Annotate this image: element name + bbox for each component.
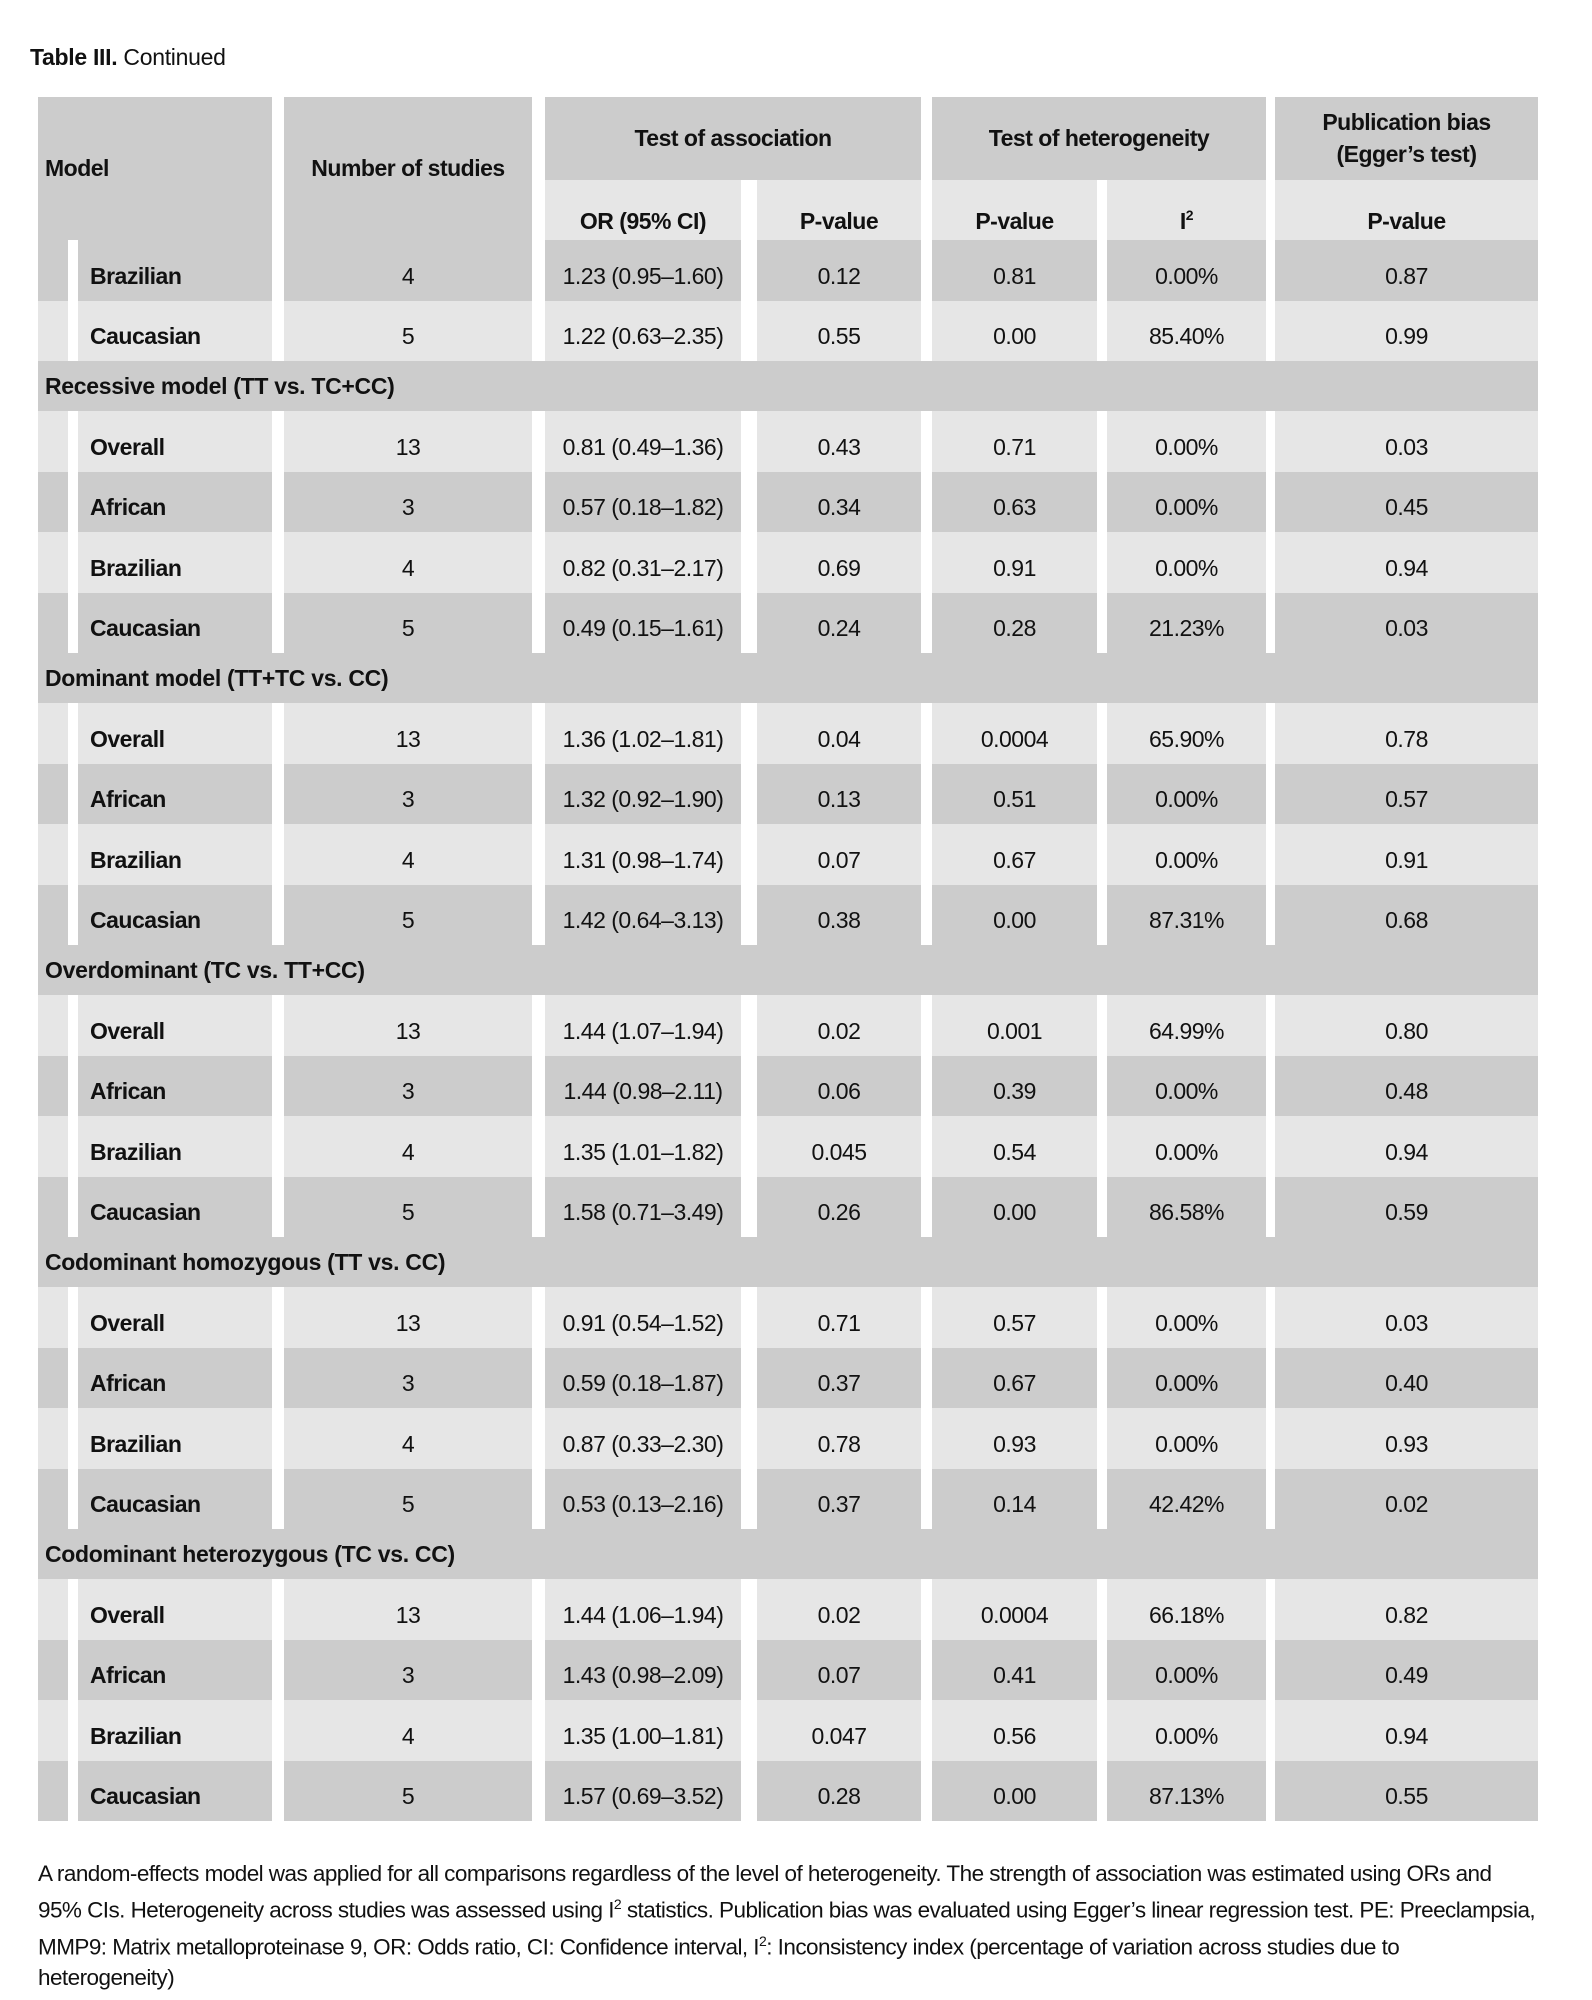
cell-p: 0.13 [757,764,921,825]
row-indent [38,1761,68,1822]
header-model [38,97,272,240]
cell-n: 3 [284,1348,532,1409]
cell-or: 1.44 (1.07–1.94) [545,995,741,1056]
cell-p: 0.43 [757,411,921,472]
row-indent [38,1408,68,1469]
cell-or: 1.32 (0.92–1.90) [545,764,741,825]
cell-bias: 0.78 [1275,703,1538,764]
cell-p: 0.04 [757,703,921,764]
cell-or: 0.87 (0.33–2.30) [545,1408,741,1469]
cell-p: 0.38 [757,885,921,946]
cell-het-p: 0.57 [932,1287,1097,1348]
cell-p: 0.69 [757,532,921,593]
header-het-p-label: P-value [975,207,1054,234]
row-indent [38,1469,68,1530]
cell-n: 4 [284,240,532,301]
cell-or: 1.35 (1.00–1.81) [545,1700,741,1761]
cell-p: 0.78 [757,1408,921,1469]
cell-n: 3 [284,1640,532,1701]
cell-p: 0.24 [757,593,921,654]
cell-i2: 64.99% [1107,995,1266,1056]
cell-het-p: 0.00 [932,885,1097,946]
cell-bias: 0.68 [1275,885,1538,946]
cell-bias: 0.94 [1275,532,1538,593]
cell-het-p: 0.001 [932,995,1097,1056]
cell-n: 4 [284,824,532,885]
cell-i2: 0.00% [1107,1056,1266,1117]
row-indent [38,824,68,885]
table-number: Table III. [30,44,118,70]
cell-n: 5 [284,885,532,946]
group-header: Codominant homozygous (TT vs. CC) [38,1237,1538,1287]
cell-het-p: 0.71 [932,411,1097,472]
cell-i2: 0.00% [1107,1640,1266,1701]
cell-or: 1.35 (1.01–1.82) [545,1116,741,1177]
cell-p: 0.26 [757,1177,921,1238]
row-indent [38,532,68,593]
row-indent [38,764,68,825]
cell-het-p: 0.0004 [932,703,1097,764]
cell-or: 1.44 (0.98–2.11) [545,1056,741,1117]
cell-n: 13 [284,995,532,1056]
header-bias-p-value [1275,180,1538,240]
cell-bias: 0.03 [1275,593,1538,654]
cell-label: Brazilian [78,1408,272,1469]
cell-n: 5 [284,1761,532,1822]
cell-bias: 0.03 [1275,411,1538,472]
cell-p: 0.71 [757,1287,921,1348]
row-indent [38,411,68,472]
row-indent [38,593,68,654]
cell-n: 13 [284,1287,532,1348]
cell-p: 0.06 [757,1056,921,1117]
row-indent [38,1056,68,1117]
row-indent [38,1579,68,1640]
cell-label: African [78,1056,272,1117]
table-footnote [38,1858,1538,1993]
cell-bias: 0.91 [1275,824,1538,885]
cell-het-p: 0.41 [932,1640,1097,1701]
cell-p: 0.12 [757,240,921,301]
cell-i2: 0.00% [1107,472,1266,533]
cell-i2: 0.00% [1107,824,1266,885]
header-test-of-association-label: Test of association [634,124,832,151]
cell-i2: 0.00% [1107,1700,1266,1761]
cell-p: 0.37 [757,1469,921,1530]
cell-het-p: 0.00 [932,1177,1097,1238]
cell-label: Caucasian [78,1469,272,1530]
cell-or: 1.57 (0.69–3.52) [545,1761,741,1822]
row-indent [38,1640,68,1701]
cell-i2: 0.00% [1107,1348,1266,1409]
cell-n: 13 [284,411,532,472]
cell-het-p: 0.54 [932,1116,1097,1177]
cell-i2: 0.00% [1107,1408,1266,1469]
cell-het-p: 0.28 [932,593,1097,654]
header-het-p-value [932,180,1097,240]
footnote-sup2: 2 [759,1932,767,1949]
cell-label: Overall [78,995,272,1056]
header-model-label: Model [45,154,109,181]
cell-bias: 0.59 [1275,1177,1538,1238]
cell-i2: 87.31% [1107,885,1266,946]
cell-n: 4 [284,1116,532,1177]
cell-or: 1.23 (0.95–1.60) [545,240,741,301]
cell-i2: 21.23% [1107,593,1266,654]
cell-bias: 0.02 [1275,1469,1538,1530]
cell-p: 0.02 [757,1579,921,1640]
row-indent [38,240,68,301]
cell-bias: 0.45 [1275,472,1538,533]
cell-label: Brazilian [78,824,272,885]
cell-het-p: 0.00 [932,301,1097,362]
header-i2-sup: 2 [1185,207,1194,223]
cell-n: 5 [284,301,532,362]
cell-i2: 86.58% [1107,1177,1266,1238]
row-indent [38,472,68,533]
cell-i2: 0.00% [1107,411,1266,472]
cell-bias: 0.87 [1275,240,1538,301]
cell-n: 4 [284,1700,532,1761]
table-title [30,44,226,71]
cell-n: 3 [284,472,532,533]
header-number-of-studies [284,97,532,240]
row-indent [38,1116,68,1177]
cell-or: 0.49 (0.15–1.61) [545,593,741,654]
cell-het-p: 0.0004 [932,1579,1097,1640]
cell-bias: 0.48 [1275,1056,1538,1117]
header-publication-bias-line1: Publication bias [1322,109,1491,136]
cell-p: 0.02 [757,995,921,1056]
cell-i2: 0.00% [1107,1287,1266,1348]
cell-bias: 0.80 [1275,995,1538,1056]
cell-label: Caucasian [78,885,272,946]
cell-het-p: 0.51 [932,764,1097,825]
cell-i2: 66.18% [1107,1579,1266,1640]
header-test-of-heterogeneity-label: Test of heterogeneity [988,124,1210,151]
cell-bias: 0.94 [1275,1700,1538,1761]
cell-n: 4 [284,532,532,593]
cell-label: African [78,1640,272,1701]
cell-n: 13 [284,703,532,764]
cell-bias: 0.99 [1275,301,1538,362]
header-assoc-p-label: P-value [799,207,879,234]
cell-label: African [78,472,272,533]
header-i2 [1107,180,1266,240]
cell-label: Brazilian [78,240,272,301]
row-indent [38,995,68,1056]
cell-n: 3 [284,1056,532,1117]
cell-label: Brazilian [78,532,272,593]
cell-or: 1.31 (0.98–1.74) [545,824,741,885]
group-header: Dominant model (TT+TC vs. CC) [38,653,1538,703]
cell-bias: 0.57 [1275,764,1538,825]
cell-label: Caucasian [78,1177,272,1238]
footnote-part1: A random-effects model was applied for all comparisons regardless of the level of heterogeneity. The strength of association was estimated using ORs and 95% CIs. Heterogeneity across studies was assessed using I [38,1861,1492,1923]
cell-het-p: 0.39 [932,1056,1097,1117]
header-publication-bias [1275,97,1538,180]
cell-label: Brazilian [78,1116,272,1177]
cell-n: 3 [284,764,532,825]
cell-label: African [78,1348,272,1409]
cell-i2: 0.00% [1107,240,1266,301]
header-or-ci-label: OR (95% CI) [579,207,707,234]
cell-het-p: 0.63 [932,472,1097,533]
cell-label: Overall [78,703,272,764]
group-header: Recessive model (TT vs. TC+CC) [38,361,1538,411]
header-number-of-studies-label: Number of studies [311,154,505,181]
cell-p: 0.045 [757,1116,921,1177]
footnote-sup1: 2 [613,1896,622,1912]
cell-bias: 0.94 [1275,1116,1538,1177]
cell-i2: 0.00% [1107,1116,1266,1177]
row-indent [38,1287,68,1348]
cell-label: Caucasian [78,1761,272,1822]
cell-p: 0.07 [757,824,921,885]
row-indent [38,301,68,362]
cell-label: Caucasian [78,301,272,362]
footnote-part2: statistics. Publication bias was evaluated using Egger’s linear regression test. PE: Preeclampsia, MMP9: Matrix metalloproteinase 9, OR: Odds ratio, CI: Confidence interval, I [38,1897,1536,1959]
cell-n: 5 [284,593,532,654]
cell-het-p: 0.93 [932,1408,1097,1469]
cell-label: Caucasian [78,593,272,654]
header-test-of-association [545,97,921,180]
cell-p: 0.37 [757,1348,921,1409]
cell-n: 13 [284,1579,532,1640]
header-bias-p-label: P-value [1367,207,1446,234]
cell-n: 4 [284,1408,532,1469]
row-indent [38,703,68,764]
cell-label: African [78,764,272,825]
cell-het-p: 0.67 [932,824,1097,885]
cell-label: Overall [78,411,272,472]
cell-bias: 0.03 [1275,1287,1538,1348]
cell-or: 1.44 (1.06–1.94) [545,1579,741,1640]
cell-or: 0.81 (0.49–1.36) [545,411,741,472]
table-title-suffix: Continued [123,44,226,70]
header-publication-bias-line2: (Egger’s test) [1336,140,1477,167]
cell-or: 0.57 (0.18–1.82) [545,472,741,533]
cell-or: 0.59 (0.18–1.87) [545,1348,741,1409]
cell-or: 1.58 (0.71–3.49) [545,1177,741,1238]
cell-label: Brazilian [78,1700,272,1761]
group-header: Overdominant (TC vs. TT+CC) [38,945,1538,995]
footnote-part3: : Inconsistency index (percentage of variation across studies due to heterogeneity) [38,1934,1400,1990]
cell-or: 1.42 (0.64–3.13) [545,885,741,946]
row-indent [38,1700,68,1761]
header-test-of-heterogeneity [932,97,1266,180]
row-indent [38,885,68,946]
cell-bias: 0.93 [1275,1408,1538,1469]
group-header: Codominant heterozygous (TC vs. CC) [38,1529,1538,1579]
cell-p: 0.07 [757,1640,921,1701]
cell-bias: 0.82 [1275,1579,1538,1640]
cell-p: 0.34 [757,472,921,533]
cell-label: Overall [78,1579,272,1640]
header-i2-base: I [1179,207,1186,234]
cell-bias: 0.40 [1275,1348,1538,1409]
cell-bias: 0.55 [1275,1761,1538,1822]
cell-i2: 85.40% [1107,301,1266,362]
cell-p: 0.55 [757,301,921,362]
header-or-ci [545,180,741,240]
cell-het-p: 0.67 [932,1348,1097,1409]
cell-i2: 0.00% [1107,764,1266,825]
header-assoc-p-value [757,180,921,240]
cell-or: 0.91 (0.54–1.52) [545,1287,741,1348]
cell-i2: 42.42% [1107,1469,1266,1530]
cell-het-p: 0.81 [932,240,1097,301]
row-indent [38,1177,68,1238]
cell-or: 0.82 (0.31–2.17) [545,532,741,593]
cell-n: 5 [284,1177,532,1238]
cell-i2: 65.90% [1107,703,1266,764]
cell-p: 0.28 [757,1761,921,1822]
cell-n: 5 [284,1469,532,1530]
cell-p: 0.047 [757,1700,921,1761]
cell-het-p: 0.00 [932,1761,1097,1822]
cell-het-p: 0.14 [932,1469,1097,1530]
cell-or: 1.43 (0.98–2.09) [545,1640,741,1701]
cell-bias: 0.49 [1275,1640,1538,1701]
cell-i2: 0.00% [1107,532,1266,593]
cell-or: 0.53 (0.13–2.16) [545,1469,741,1530]
cell-or: 1.22 (0.63–2.35) [545,301,741,362]
cell-het-p: 0.56 [932,1700,1097,1761]
cell-i2: 87.13% [1107,1761,1266,1822]
row-indent [38,1348,68,1409]
cell-het-p: 0.91 [932,532,1097,593]
cell-or: 1.36 (1.02–1.81) [545,703,741,764]
cell-label: Overall [78,1287,272,1348]
